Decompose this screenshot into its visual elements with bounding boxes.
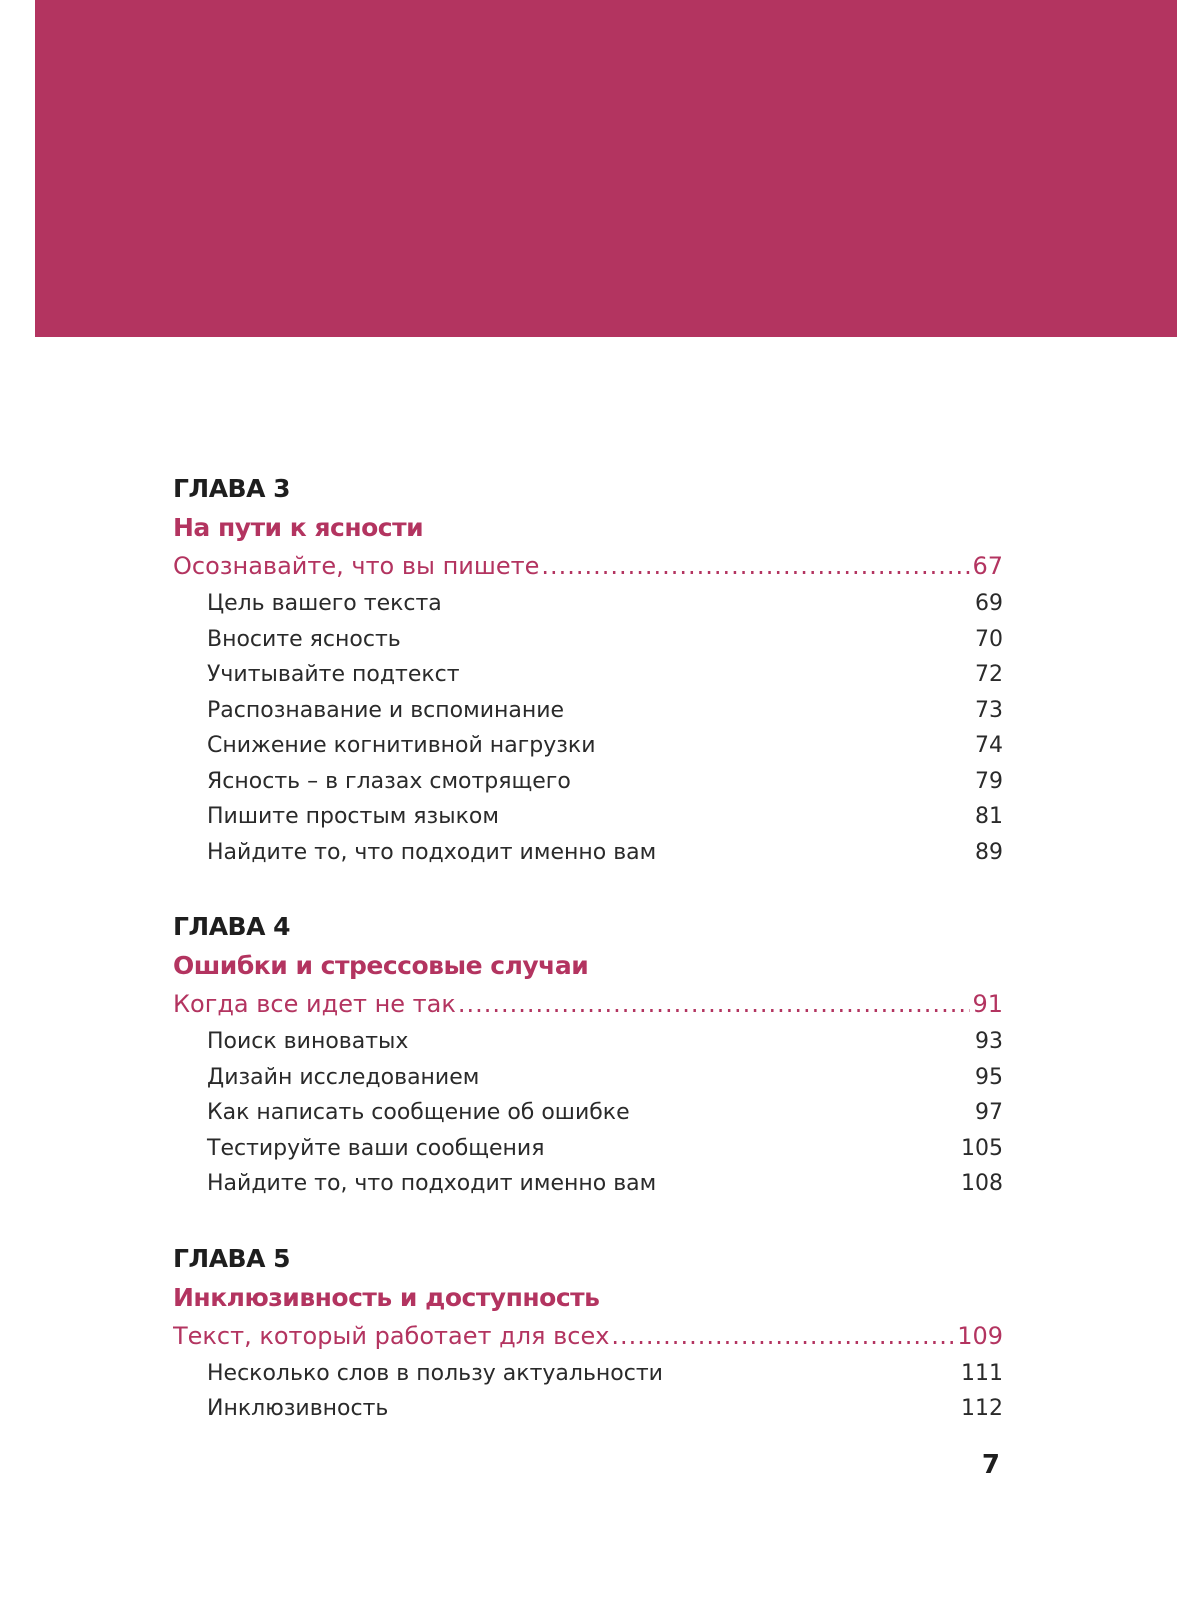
dot-leader (611, 1317, 955, 1356)
toc-entry-text: Дизайн исследованием (207, 1064, 480, 1090)
page-number: 7 (981, 1450, 1000, 1480)
toc-entry[interactable] (207, 1356, 1003, 1392)
toc-entry[interactable] (207, 835, 1003, 871)
toc-entry-text: Найдите то, что подходит именно вам (207, 839, 657, 865)
toc-entry[interactable] (207, 1095, 1003, 1131)
toc-entry[interactable] (207, 1391, 1003, 1427)
table-of-contents (173, 470, 1003, 1465)
toc-entry[interactable] (207, 693, 1003, 729)
chapter-4 (173, 908, 1003, 1202)
toc-entry-text: Учитывайте подтекст (207, 662, 460, 687)
toc-main-entry-text: Когда все идет не так (173, 990, 456, 1018)
toc-entry-page: 108 (961, 1171, 1003, 1196)
toc-entry-text: Ясность – в глазах смотрящего (207, 768, 571, 794)
toc-entry-page: 70 (975, 626, 1003, 652)
toc-entry-page: 72 (975, 662, 1003, 687)
toc-entry-page: 89 (975, 839, 1003, 865)
toc-main-entry[interactable] (173, 547, 1003, 586)
dot-leader (541, 547, 970, 586)
toc-entry[interactable] (207, 1024, 1003, 1060)
chapter-5 (173, 1240, 1003, 1427)
toc-entry-page: 95 (975, 1064, 1003, 1090)
toc-entry-text: Найдите то, что подходит именно вам (207, 1171, 657, 1196)
chapter-label: ГЛАВА 3 (173, 474, 291, 503)
toc-entry[interactable] (207, 622, 1003, 658)
toc-entry[interactable] (207, 764, 1003, 800)
toc-entry-text: Вносите ясность (207, 626, 401, 652)
dot-leader (458, 985, 971, 1024)
toc-main-entry-page: 67 (972, 552, 1003, 580)
toc-entry[interactable] (207, 657, 1003, 693)
toc-entry[interactable] (207, 728, 1003, 764)
toc-entry[interactable] (207, 1060, 1003, 1096)
chapter-label: ГЛАВА 4 (173, 912, 291, 941)
toc-main-entry-page: 109 (957, 1321, 1003, 1350)
toc-entry-page: 81 (975, 804, 1003, 829)
toc-main-entry-text: Текст, который работает для всех (173, 1321, 610, 1350)
toc-entry[interactable] (207, 1166, 1003, 1202)
toc-main-entry-page: 91 (972, 990, 1003, 1018)
header-banner (35, 0, 1177, 337)
toc-entry[interactable] (207, 799, 1003, 835)
toc-sub-list (207, 1024, 1003, 1202)
toc-entry-text: Несколько слов в пользу актуальности (207, 1360, 663, 1386)
toc-entry-page: 74 (975, 733, 1003, 758)
chapter-label: ГЛАВА 5 (173, 1243, 291, 1273)
toc-entry-text: Как написать сообщение об ошибке (207, 1100, 630, 1125)
toc-entry-text: Тестируйте ваши сообщения (207, 1135, 545, 1161)
toc-entry[interactable] (207, 1131, 1003, 1167)
toc-entry-page: 79 (975, 768, 1003, 794)
toc-sub-list (207, 1356, 1003, 1427)
toc-entry-text: Поиск виноватых (207, 1029, 409, 1054)
chapter-title: Инклюзивность и доступность (173, 1282, 600, 1312)
toc-entry-page: 111 (961, 1360, 1003, 1386)
toc-entry-page: 69 (975, 591, 1003, 616)
chapter-title: Ошибки и стрессовые случаи (173, 951, 589, 980)
toc-entry[interactable] (207, 586, 1003, 622)
toc-main-entry[interactable] (173, 985, 1003, 1024)
toc-entry-page: 73 (975, 697, 1003, 723)
toc-entry-page: 93 (975, 1029, 1003, 1054)
toc-entry-page: 105 (961, 1135, 1003, 1161)
toc-entry-text: Пишите простым языком (207, 804, 499, 829)
toc-entry-text: Снижение когнитивной нагрузки (207, 733, 596, 758)
toc-main-entry[interactable] (173, 1317, 1003, 1356)
toc-main-entry-text: Осознавайте, что вы пишете (173, 552, 540, 580)
toc-entry-text: Распознавание и вспоминание (207, 697, 565, 723)
toc-entry-text: Инклюзивность (207, 1396, 389, 1421)
toc-entry-page: 112 (961, 1396, 1003, 1421)
toc-sub-list (207, 586, 1003, 870)
chapter-title: На пути к ясности (173, 513, 424, 542)
toc-entry-text: Цель вашего текста (207, 591, 442, 616)
chapter-3 (173, 470, 1003, 870)
toc-entry-page: 97 (975, 1100, 1003, 1125)
